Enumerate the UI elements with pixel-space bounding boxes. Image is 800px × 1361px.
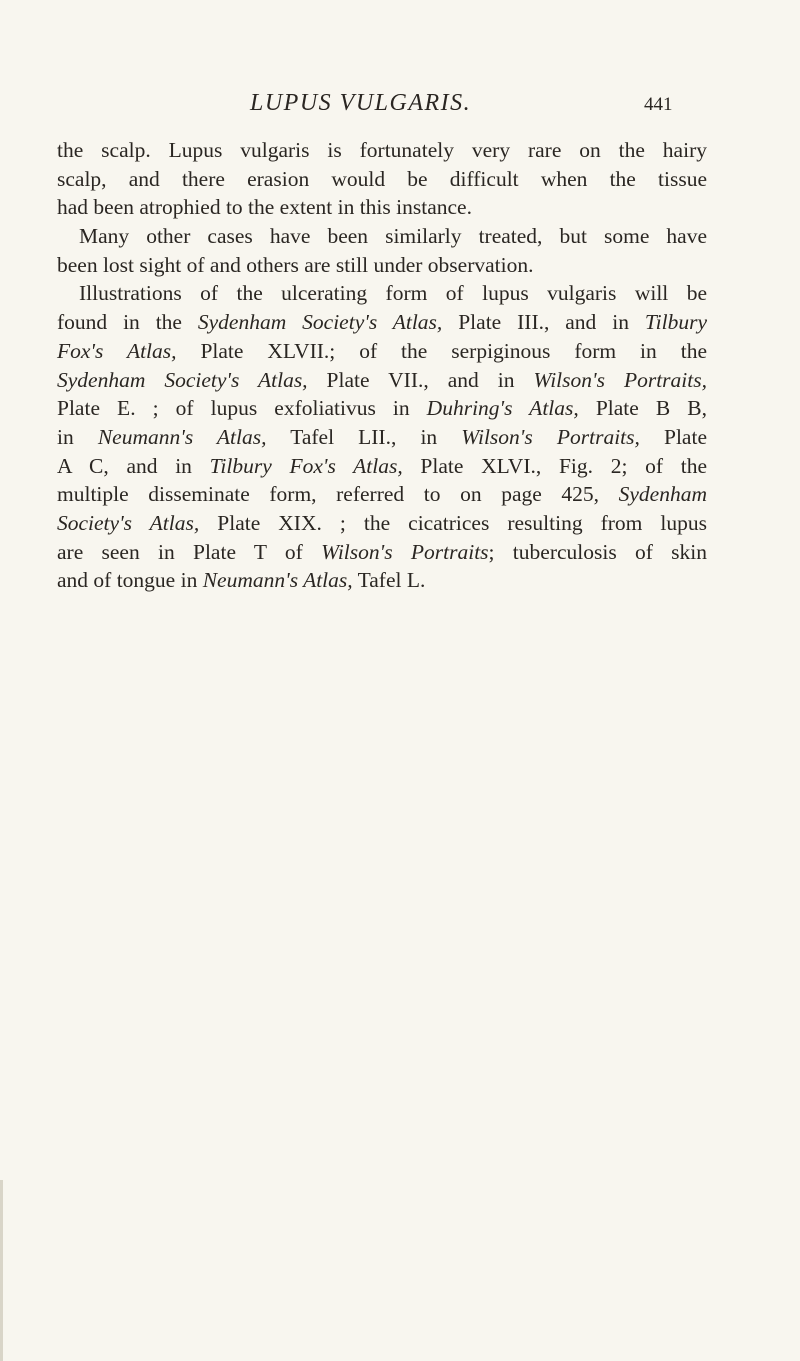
page-number: 441: [644, 94, 673, 115]
line-segment: Plate III., and in: [442, 310, 645, 335]
text-line: [57, 337, 707, 366]
atlas-citation: Neumann's Atlas,: [202, 568, 353, 593]
line-segment: in: [57, 424, 98, 449]
text-line: [57, 308, 707, 337]
text-line: [57, 423, 707, 452]
atlas-citation: Sydenham Society's Atlas,: [57, 367, 308, 392]
line-segment: had been atrophied to the extent in this instance.: [57, 195, 472, 220]
text-line: [57, 251, 707, 280]
line-segment: multiple disseminate form, referred to on page 425,: [57, 482, 619, 507]
page-edge-shadow: [0, 1180, 3, 1361]
text-line: [57, 566, 707, 595]
line-segment: Plate VII., and in: [307, 367, 534, 392]
line-segment: Illustrations of the ulcerating form of lupus vulgaris will be: [79, 281, 707, 306]
text-line: [57, 366, 707, 395]
line-segment: Plate XLVII.; of the serpiginous form in the: [176, 338, 707, 363]
text-line: [57, 165, 707, 194]
line-segment: Plate XIX. ; the cicatrices resulting from lupus: [199, 510, 707, 535]
atlas-citation: Society's Atlas,: [57, 510, 200, 535]
line-segment: Tafel L.: [352, 568, 426, 593]
text-line: [57, 538, 707, 567]
atlas-citation: Wilson's Portraits,: [461, 424, 640, 449]
line-segment: Tafel LII., in: [266, 424, 462, 449]
line-segment: and of tongue in: [57, 568, 203, 593]
line-segment: been lost sight of and others are still under observation.: [57, 252, 534, 277]
atlas-citation: Tilbury Fox's Atlas,: [209, 453, 403, 478]
atlas-citation: Wilson's Portraits: [321, 539, 489, 564]
text-line: [57, 394, 707, 423]
body-text: [57, 136, 707, 595]
text-line: [57, 452, 707, 481]
line-segment: ; tuberculosis of skin: [488, 539, 708, 564]
line-segment: are seen in Plate T of: [57, 539, 322, 564]
line-segment: Many other cases have been similarly treated, but some have: [79, 224, 707, 249]
text-line: [57, 222, 707, 251]
atlas-citation: Duhring's Atlas,: [426, 396, 579, 421]
running-title: LUPUS VULGARIS.: [250, 90, 472, 116]
text-line: [57, 480, 707, 509]
atlas-citation: Tilbury: [644, 310, 707, 335]
line-segment: found in the: [57, 310, 198, 335]
atlas-citation: Wilson's Portraits,: [533, 367, 707, 392]
text-line: [57, 193, 707, 222]
line-segment: Plate: [639, 424, 707, 449]
running-head: [0, 90, 800, 124]
text-line: [57, 279, 707, 308]
atlas-citation: Sydenham Society's Atlas,: [197, 310, 443, 335]
line-segment: scalp, and there erasion would be difficult when the tissue: [57, 166, 707, 191]
text-line: [57, 136, 707, 165]
atlas-citation: Sydenham: [618, 482, 707, 507]
line-segment: Plate B B,: [578, 396, 708, 421]
atlas-citation: Fox's Atlas,: [57, 338, 177, 363]
text-line: [57, 509, 707, 538]
line-segment: the scalp. Lupus vulgaris is fortunately very rare on the hairy: [57, 138, 707, 162]
line-segment: A C, and in: [57, 453, 210, 478]
line-segment: Plate XLVI., Fig. 2; of the: [402, 453, 707, 478]
line-segment: Plate E. ; of lupus exfoliativus in: [57, 396, 427, 421]
atlas-citation: Neumann's Atlas,: [97, 424, 267, 449]
